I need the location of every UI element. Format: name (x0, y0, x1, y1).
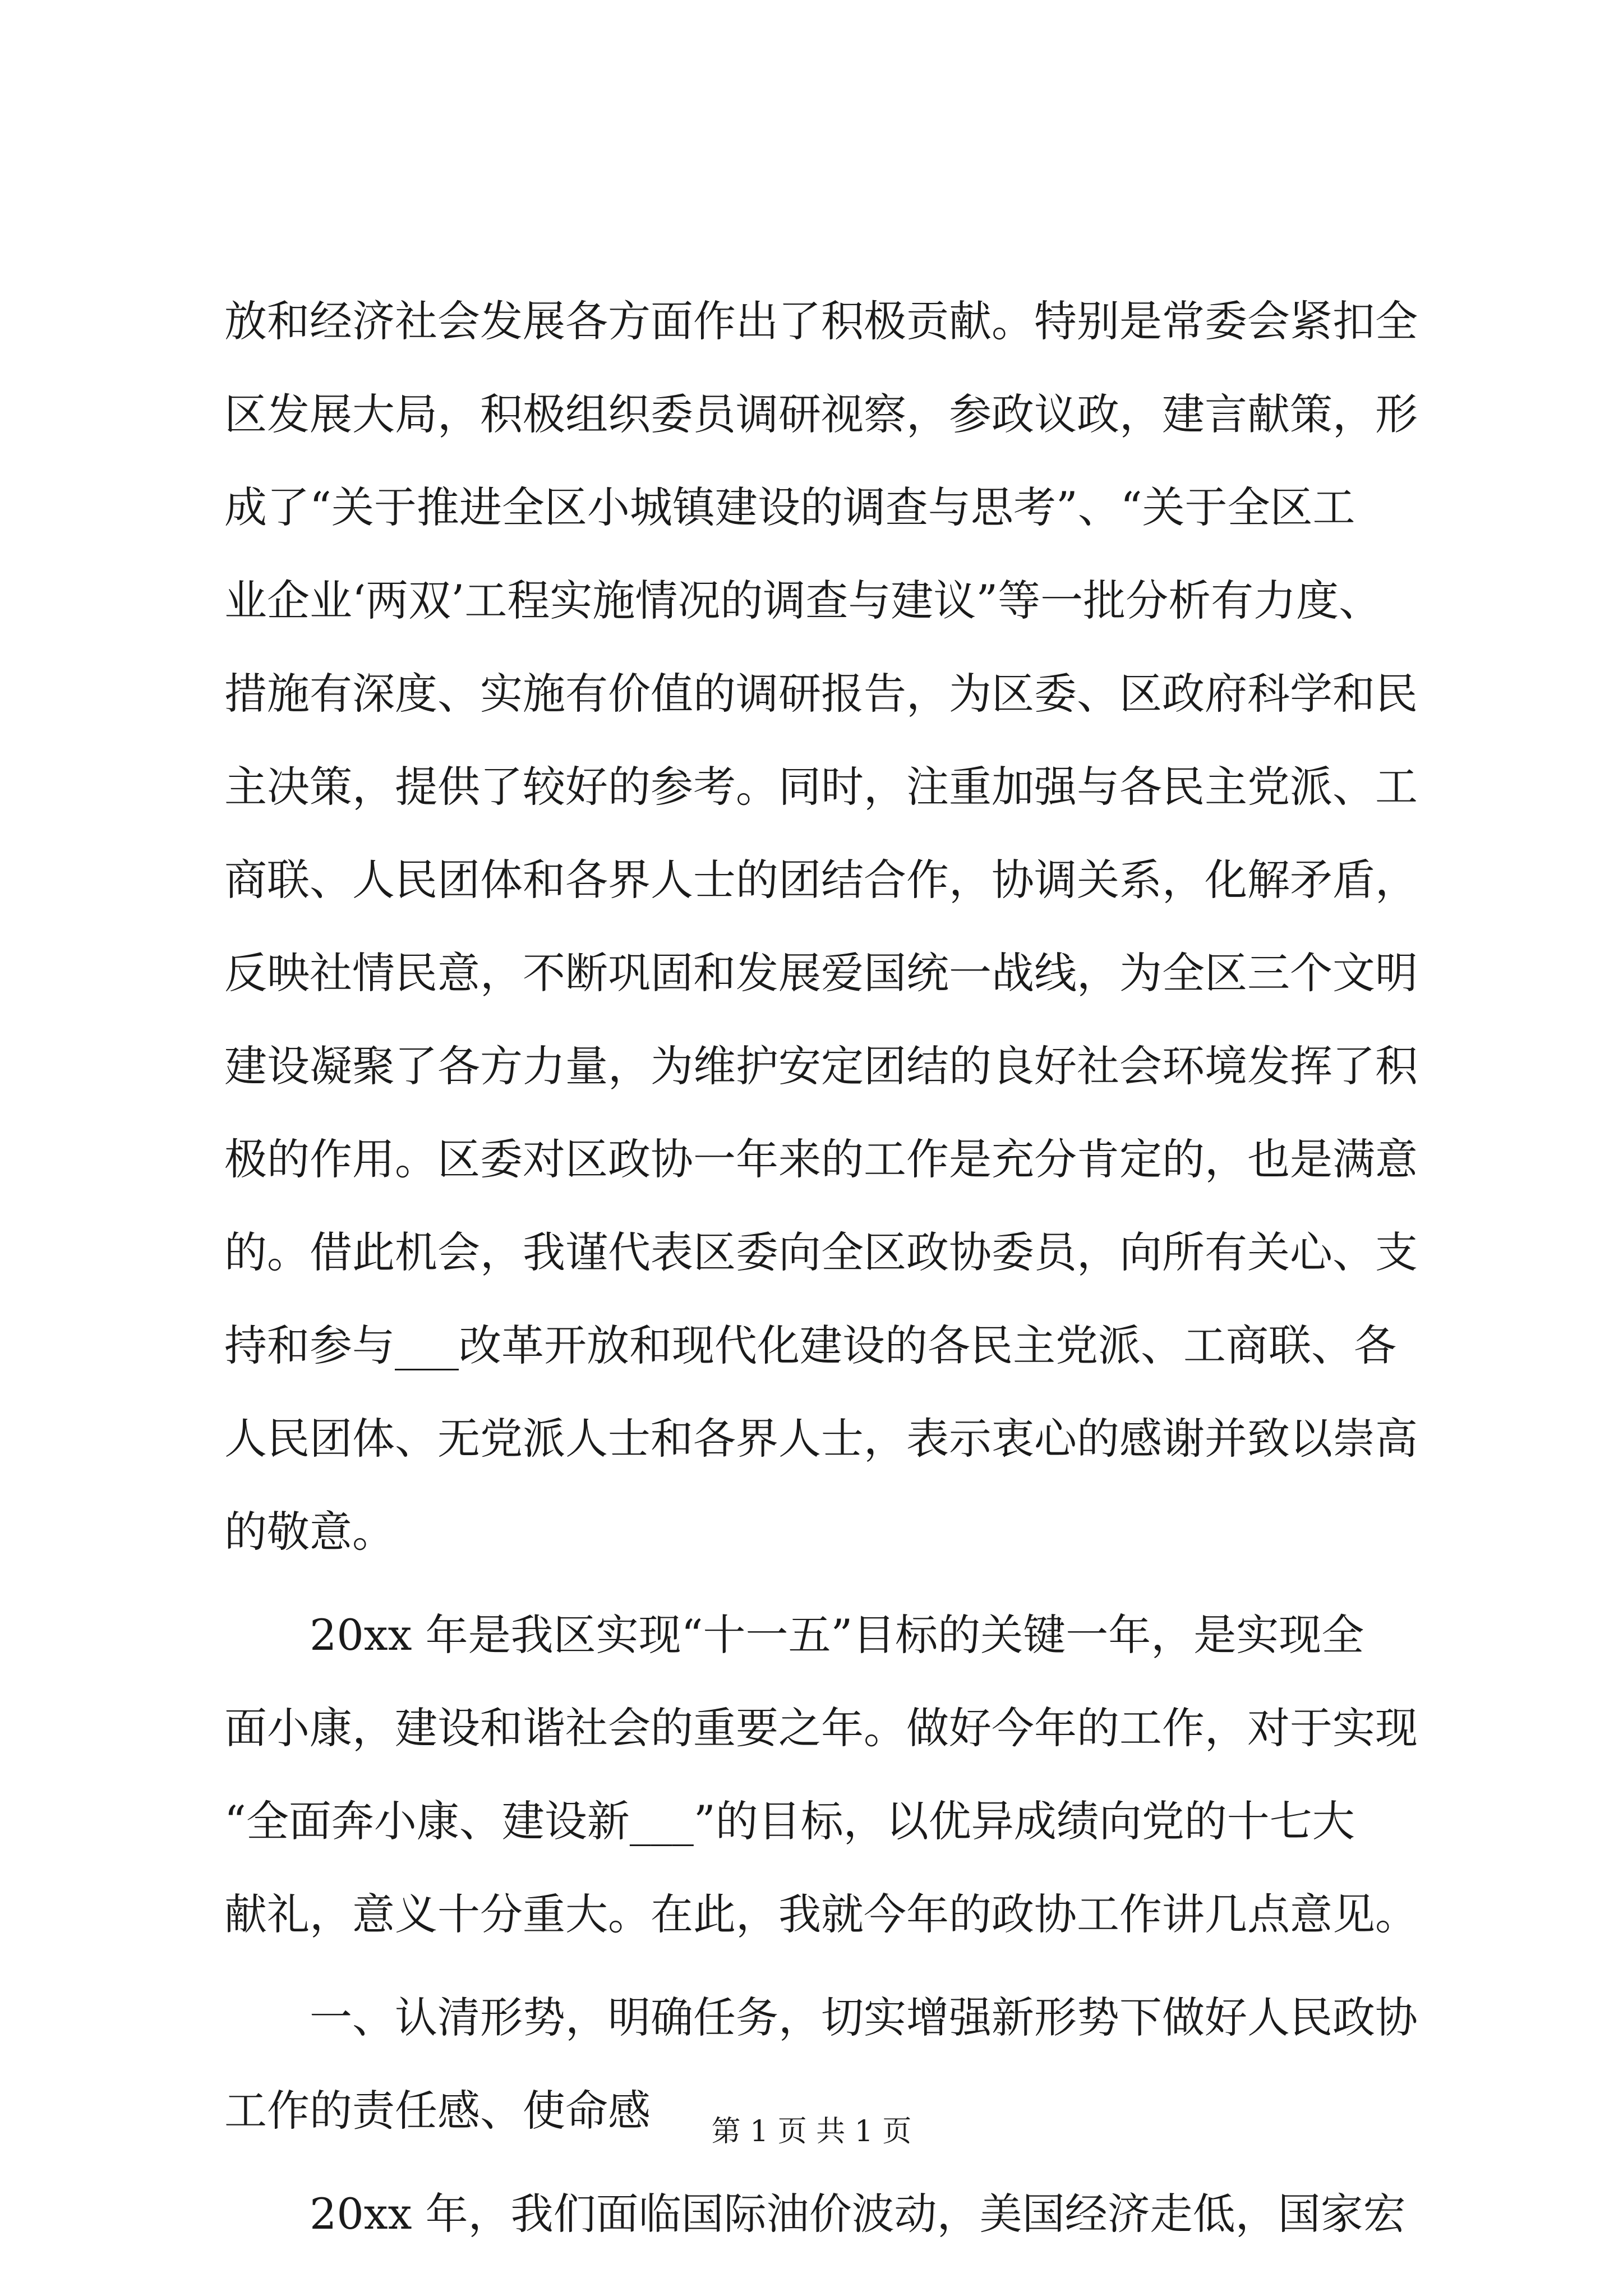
paragraph-line: 面小康，建设和谐社会的重要之年。做好今年的工作，对于实现 (224, 1703, 1418, 1753)
paragraph-line: 的。借此机会，我谨代表区委向全区政协委员，向所有关心、支 (224, 1227, 1418, 1277)
paragraph-line: 区发展大局，积极组织委员调研视察，参政议政，建言献策，形 (224, 389, 1418, 439)
paragraph-line: 反映社情民意，不断巩固和发展爱国统一战线，为全区三个文明 (224, 948, 1418, 998)
paragraph-line: 建设凝聚了各方力量，为维护安定团结的良好社会环境发挥了积 (224, 1041, 1418, 1091)
paragraph-line: 放和经济社会发展各方面作出了积极贡献。特别是常委会紧扣全 (224, 296, 1418, 346)
paragraph-line: 成了“关于推进全区小城镇建设的调查与思考”、“关于全区工 (224, 482, 1355, 532)
section-heading-line: 一、认清形势，明确任务，切实增强新形势下做好人民政协 (310, 1993, 1418, 2042)
page-number-footer: 第 1 页 共 1 页 (711, 2115, 912, 2148)
section-heading-line: 工作的责任感、使命感 (224, 2086, 651, 2136)
document-body (224, 275, 1419, 2261)
paragraph-line: 20xx 年是我区实现“十一五”目标的关键一年，是实现全 (310, 1610, 1364, 1660)
paragraph-line: 主决策，提供了较好的参考。同时，注重加强与各民主党派、工 (224, 762, 1418, 812)
paragraph-line: 献礼，意义十分重大。在此，我就今年的政协工作讲几点意见。 (224, 1889, 1418, 1939)
paragraph-line: 商联、人民团体和各界人士的团结合作，协调关系，化解矛盾， (224, 855, 1418, 905)
paragraph-line: 措施有深度、实施有价值的调研报告，为区委、区政府科学和民 (224, 669, 1418, 719)
paragraph-line: “全面奔小康、建设新___”的目标，以优异成绩向党的十七大 (224, 1796, 1355, 1846)
paragraph-line: 业企业‘两双’工程实施情况的调查与建议”等一批分析有力度、 (224, 576, 1382, 625)
paragraph-line: 极的作用。区委对区政协一年来的工作是充分肯定的，也是满意 (224, 1134, 1418, 1184)
paragraph-line: 20xx 年，我们面临国际油价波动，美国经济走低，国家宏 (310, 2189, 1406, 2239)
paragraph-line: 人民团体、无党派人士和各界人士，表示衷心的感谢并致以崇高 (224, 1414, 1418, 1464)
paragraph-line: 的敬意。 (224, 1507, 395, 1557)
paragraph-line: 持和参与___改革开放和现代化建设的各民主党派、工商联、各 (224, 1320, 1396, 1370)
